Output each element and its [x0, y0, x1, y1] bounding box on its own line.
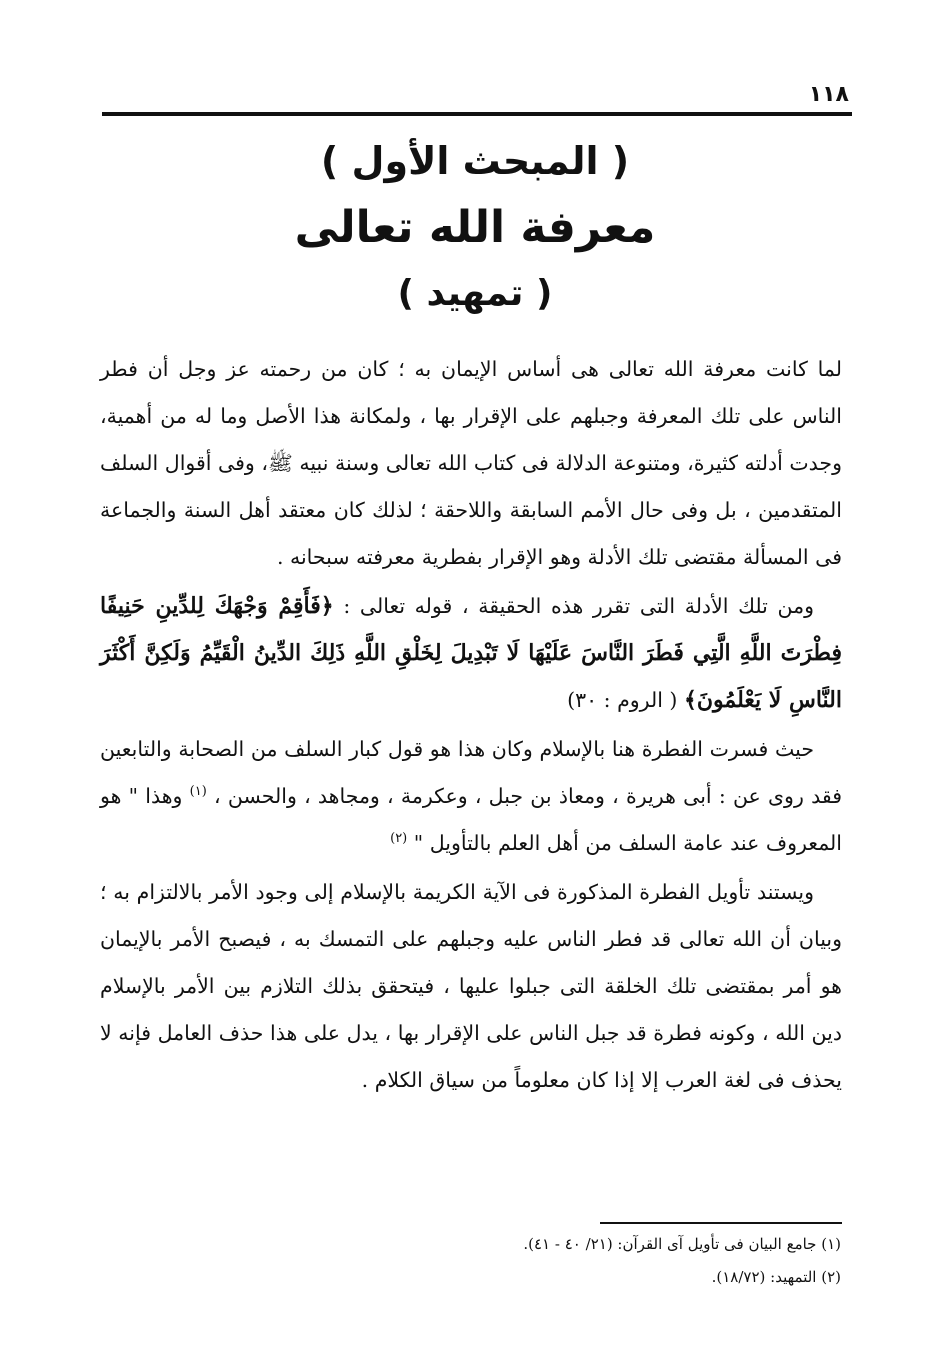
paragraph-3	[100, 726, 842, 867]
section-title: ( المبحث الأول )	[320, 139, 630, 183]
body-text	[100, 346, 842, 1104]
footnotes	[99, 1228, 841, 1294]
paragraph-3-text-b: وهذا " هو المعروف عند عامة السلف من أهل العلم بالتأويل "	[100, 784, 842, 855]
paragraph-2	[100, 583, 842, 724]
footnote-rule	[600, 1222, 842, 1224]
footnote-marker-2[interactable]: (٢)	[390, 831, 408, 847]
sub-title: ( تمهيد )	[397, 273, 553, 314]
main-title: معرفة الله تعالى	[294, 202, 656, 253]
paragraph-1: لما كانت معرفة الله تعالى هى أساس الإيمان به ؛ كان من رحمته عز وجل أن فطر الناس على تلك المعرفة وجبلهم على الإقرار بها ، ولمكانة هذا الأصل وما له من أهمية، وجدت أدلته كثيرة، ومتنوعة الدلالة فى كتاب الله تعالى وسنة نبيه ﷺ، وفى أقوال السلف المتقدمين ، بل وفى حال الأمم السابقة واللاحقة ؛ لذلك كان معتقد أهل السنة والجماعة فى المسألة مقتضى تلك الأدلة وهو الإقرار بفطرية معرفته سبحانه .	[100, 357, 842, 569]
header-rule	[102, 112, 852, 116]
quran-verse: ﴿فَأَقِمْ وَجْهَكَ لِلدِّينِ حَنِيفًا فِطْرَتَ اللَّهِ الَّتِي فَطَرَ النَّاسَ عَلَيْهَا لَا تَبْدِيلَ لِخَلْقِ اللَّهِ ذَلِكَ الدِّينُ الْقَيِّمُ وَلَكِنَّ أَكْثَرَ النَّاسِ لَا يَعْلَمُونَ﴾	[100, 593, 842, 713]
page-number: ١١٨	[808, 82, 849, 107]
title-block	[100, 128, 850, 326]
paragraph-3-text-a: حيث فسرت الفطرة هنا بالإسلام وكان هذا هو قول كبار السلف من الصحابة والتابعين فقد روى عن : أبى هريرة ، ومعاذ بن جبل ، وعكرمة ، ومجاهد ، والحسن ،	[100, 737, 842, 808]
footnote-marker-1[interactable]: (١)	[189, 784, 207, 800]
footnote-1: (١) جامع البيان فى تأويل آى القرآن: (٢١/ ٤٠ - ٤١).	[523, 1235, 841, 1253]
verse-intro: ومن تلك الأدلة التى تقرر هذه الحقيقة ، قوله تعالى :	[343, 594, 814, 618]
verse-reference: ( الروم : ٣٠)	[567, 688, 678, 712]
footnote-2: (٢) التمهيد: (١٨/٧٢).	[711, 1268, 841, 1286]
paragraph-4: ويستند تأويل الفطرة المذكورة فى الآية الكريمة بالإسلام إلى وجود الأمر بالالتزام به ؛ وبيان أن الله تعالى قد فطر الناس عليه وجبلهم على التمسك به ، فيصبح الأمر بالإيمان هو أمر بمقتضى تلك الخلقة التى جبلوا عليها ، فيتحقق بذلك التلازم بين الأمر بالإسلام دين الله ، وكونه فطرة قد جبل الناس على الإقرار بها ، يدل على هذا حذف العامل فإنه لا يحذف فى لغة العرب إلا إذا كان معلوماً من سياق الكلام .	[100, 880, 842, 1092]
